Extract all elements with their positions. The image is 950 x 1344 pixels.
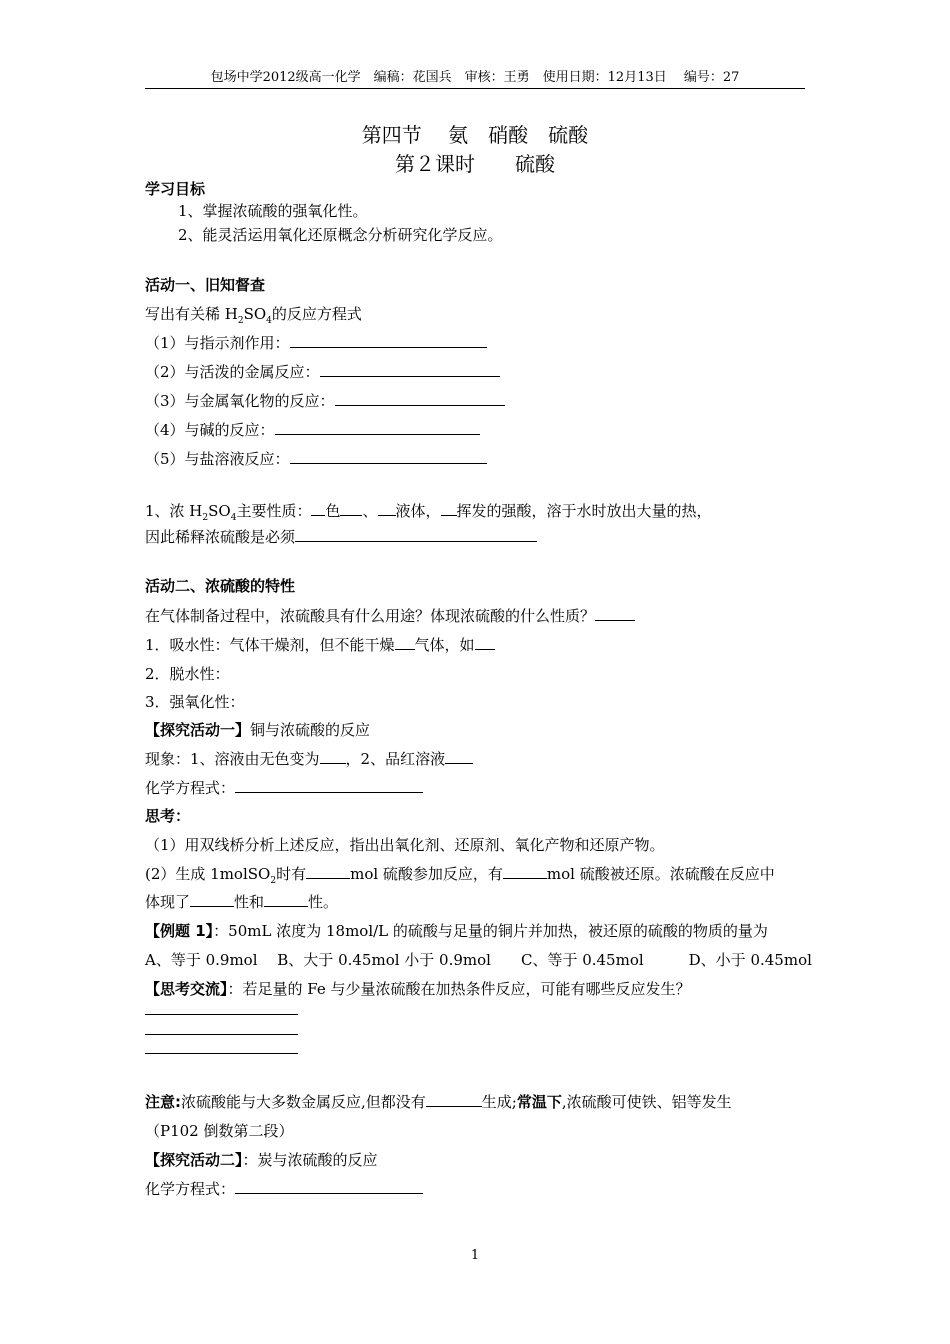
example1-text: 【例题 1】：50mL 浓度为 18mol/L 的硫酸与足量的铜片并加热，被还原的硫酸的物质的量为	[145, 922, 768, 940]
answer-blank[interactable]	[320, 749, 346, 764]
answer-blank[interactable]	[264, 892, 308, 907]
answer-blank[interactable]	[290, 449, 487, 464]
objective-item: 1、掌握浓硫酸的强氧化性。	[178, 202, 368, 220]
example1-options: A、等于 0.9mol B、大于 0.45mol 小于 0.9mol C、等于 0.45mol D、小于 0.45mol	[145, 951, 812, 969]
activity1-item: （3）与金属氧化物的反应：	[145, 391, 505, 411]
answer-blank[interactable]	[340, 501, 362, 516]
objectives-heading: 学习目标	[145, 180, 206, 198]
answer-blank[interactable]	[441, 501, 457, 516]
answer-blank[interactable]	[295, 527, 537, 542]
explore1-equation: 化学方程式：	[145, 778, 423, 798]
property-item: 3．强氧化性：	[145, 693, 245, 711]
answer-blank[interactable]	[426, 1092, 482, 1107]
think-question: 体现了 性和 性。	[145, 893, 339, 911]
answer-blank[interactable]	[378, 501, 396, 516]
objective-item: 2、能灵活运用氧化还原概念分析研究化学反应。	[178, 226, 503, 244]
activity2-heading: 活动二、浓硫酸的特性	[145, 577, 296, 595]
answer-blank[interactable]	[395, 635, 415, 650]
explore1-line: 【探究活动一】铜与浓硫酸的反应	[145, 721, 371, 739]
properties-line: 1、浓 $H_2SO_4$主要性质： 色 、 液体， 挥发的强酸，溶于水时放出大量的热，	[145, 502, 712, 523]
think-heading: 思考：	[145, 807, 191, 825]
activity1-prompt: 写出有关稀 $H_2SO_4$的反应方程式	[145, 305, 362, 326]
activity1-item: （5）与盐溶液反应：	[145, 449, 487, 469]
exchange-text: 【思考交流】：若足量的 Fe 与少量浓硫酸在加热条件反应，可能有哪些反应发生？	[145, 980, 691, 998]
activity1-item: （2）与活泼的金属反应：	[145, 362, 500, 382]
answer-blank[interactable]	[503, 864, 547, 879]
activity2-question: 在气体制备过程中，浓硫酸具有什么用途？体现浓硫酸的什么性质？	[145, 606, 635, 626]
lesson-title: 第２课时 硫酸	[395, 152, 555, 176]
answer-blank[interactable]	[320, 362, 500, 377]
answer-blank[interactable]	[595, 606, 635, 621]
answer-blank[interactable]	[306, 864, 350, 879]
property-item: 1．吸水性：气体干燥剂，但不能干燥 气体，如	[145, 635, 495, 655]
answer-rule[interactable]	[145, 1014, 298, 1015]
explore1-phenomenon: 现象：1、溶液由无色变为 ，2、品红溶液	[145, 749, 473, 769]
activity1-item: （4）与碱的反应：	[145, 420, 480, 440]
explore2-equation: 化学方程式：	[145, 1179, 423, 1199]
answer-blank[interactable]	[235, 778, 423, 793]
activity1-item: （1）与指示剂作用：	[145, 333, 487, 353]
answer-rule[interactable]	[145, 1053, 298, 1054]
think-question: (2）生成 1molSO$_2$时有 mol 硫酸参加反应，有 mol 硫酸被还原。浓硫酸在反应中	[145, 865, 775, 886]
note-text: 注意:浓硫酸能与大多数金属反应,但都没有 生成;常温下,浓硫酸可使铁、铝等发生	[145, 1093, 732, 1111]
answer-blank[interactable]	[311, 501, 325, 516]
answer-blank[interactable]	[335, 391, 505, 406]
page-number: 1	[470, 1248, 480, 1263]
answer-blank[interactable]	[190, 892, 234, 907]
answer-blank[interactable]	[235, 1179, 423, 1194]
explore2-line: 【探究活动二】：炭与浓硫酸的反应	[145, 1151, 378, 1169]
think-question: （1）用双线桥分析上述反应，指出出氧化剂、还原剂、氧化产物和还原产物。	[145, 836, 665, 854]
property-item: 2．脱水性：	[145, 665, 230, 683]
answer-blank[interactable]	[275, 420, 480, 435]
section-title: 第四节 氨 硝酸 硫酸	[361, 123, 589, 147]
note-reference: （P102 倒数第二段）	[145, 1122, 294, 1140]
answer-blank[interactable]	[445, 749, 473, 764]
answer-rule[interactable]	[145, 1034, 298, 1035]
answer-blank[interactable]	[290, 333, 487, 348]
activity1-heading: 活动一、旧知督查	[145, 276, 266, 294]
answer-blank[interactable]	[475, 635, 495, 650]
page-header: 包场中学2012级高一化学 编稿：花国兵 审核：王勇 使用日期：12月13日 编号：27	[145, 66, 805, 89]
properties-line: 因此稀释浓硫酸是必须	[145, 527, 537, 547]
